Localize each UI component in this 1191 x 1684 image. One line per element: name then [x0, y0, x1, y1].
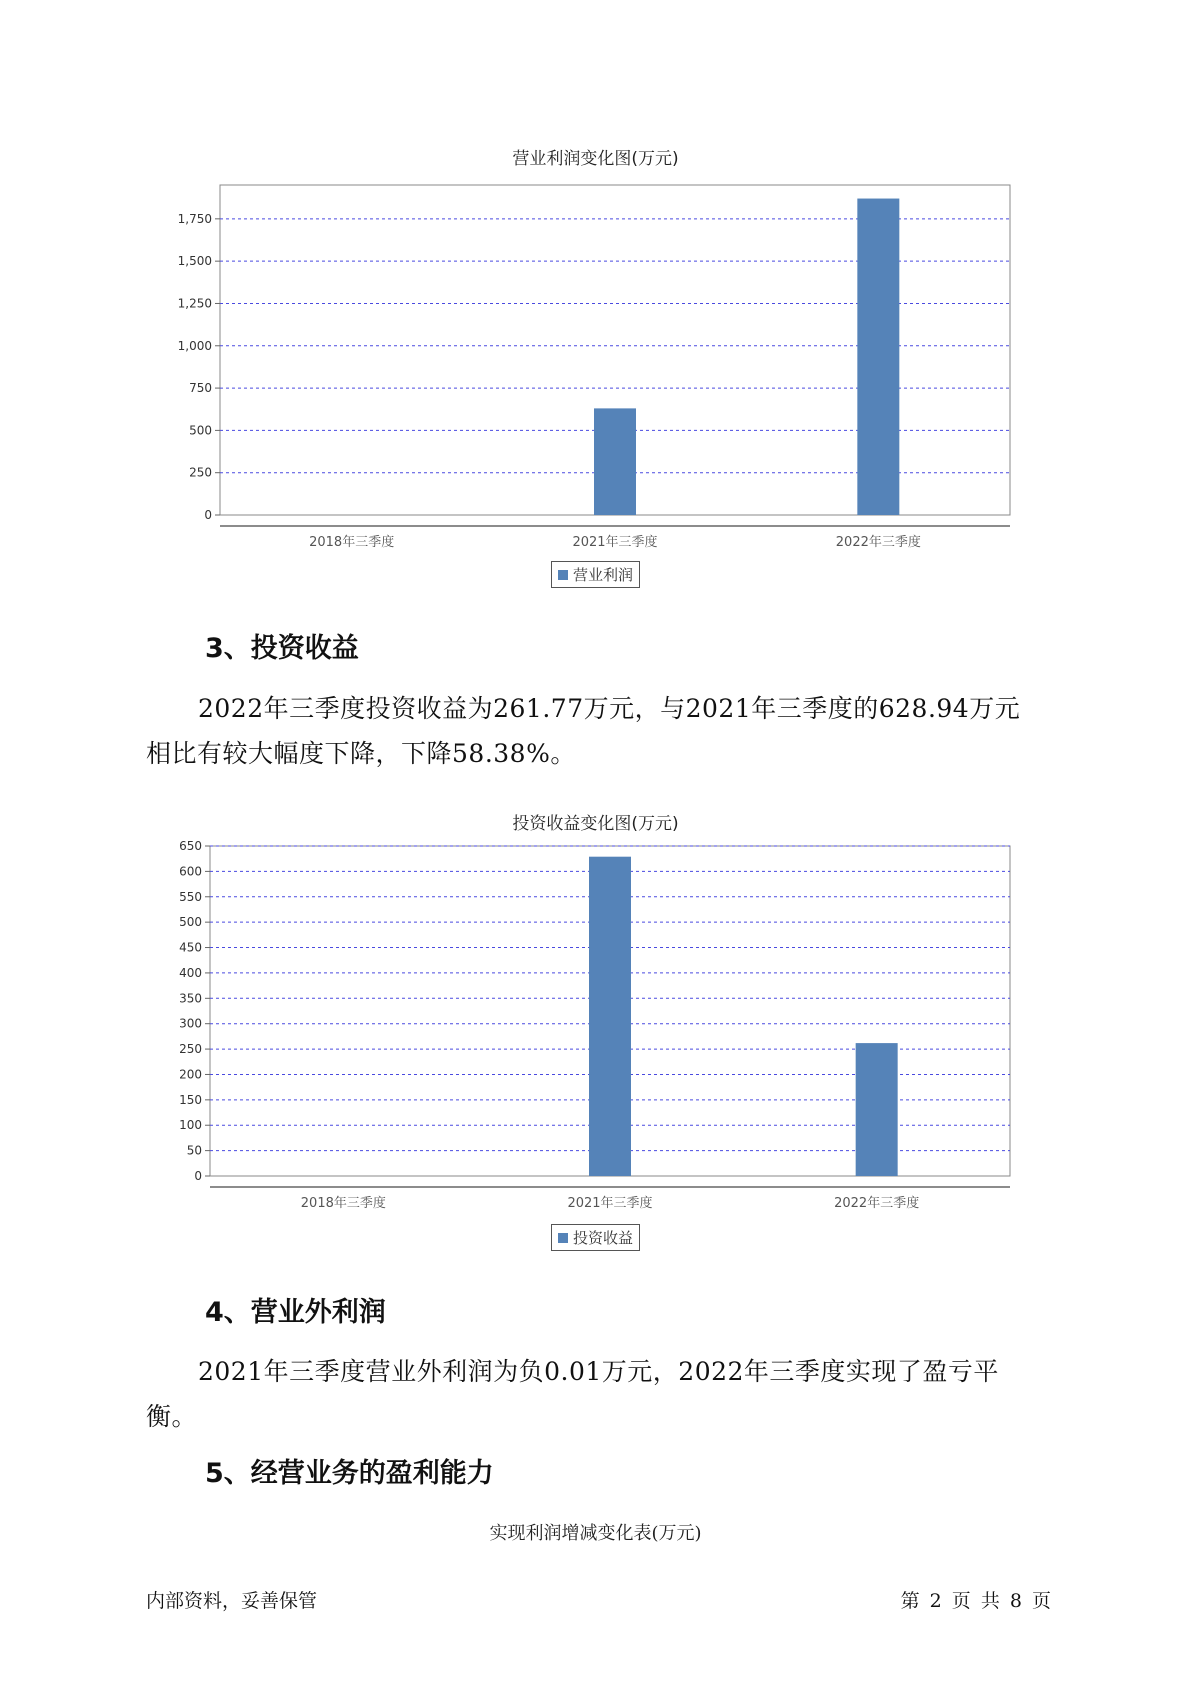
section4-line1: 2021年三季度营业外利润为负0.01万元，2022年三季度实现了盈亏平: [198, 1357, 999, 1386]
section4-line2: 衡。: [146, 1402, 198, 1431]
legend-swatch: [558, 1233, 568, 1243]
y-tick-label: 450: [179, 940, 202, 955]
operating-profit-chart: [0, 0, 1191, 560]
y-tick-label: 1,500: [177, 254, 212, 269]
section4-heading: 4、营业外利润: [205, 1297, 386, 1328]
section3-line2: 相比有较大幅度下降，下降58.38%。: [146, 739, 576, 768]
chart2-legend: [551, 1224, 640, 1251]
y-tick-label: 400: [179, 965, 202, 980]
y-tick-label: 550: [179, 889, 202, 904]
y-tick-label: 100: [179, 1118, 202, 1133]
x-tick-label: 2021年三季度: [567, 1196, 653, 1211]
section4-paragraph: [146, 1349, 1046, 1439]
x-tick-label: 2018年三季度: [300, 1196, 386, 1211]
y-tick-label: 600: [179, 864, 202, 879]
y-tick-label: 650: [179, 839, 202, 853]
chart1-legend: [551, 561, 640, 588]
y-tick-label: 0: [194, 1169, 202, 1183]
bar: [857, 199, 899, 515]
section3-heading: 3、投资收益: [205, 633, 359, 664]
chart1-legend-label: 营业利润: [573, 566, 634, 584]
y-tick-label: 250: [179, 1042, 202, 1057]
footer-confidential-note: 内部资料，妥善保管: [146, 1590, 318, 1612]
y-tick-label: 50: [186, 1143, 202, 1158]
y-tick-label: 250: [189, 465, 212, 480]
y-tick-label: 150: [179, 1092, 202, 1107]
bar: [594, 408, 636, 515]
y-tick-label: 350: [179, 991, 202, 1006]
x-tick-label: 2022年三季度: [834, 1196, 920, 1211]
section3-paragraph: [146, 686, 1046, 776]
y-tick-label: 1,250: [177, 296, 212, 311]
footer-page-number: 第 2 页 共 8 页: [900, 1590, 1051, 1612]
y-tick-label: 750: [189, 381, 212, 396]
y-tick-label: 1,000: [177, 338, 212, 353]
section5-heading: 5、经营业务的盈利能力: [205, 1458, 494, 1489]
y-tick-label: 500: [189, 423, 212, 438]
section3-line1: 2022年三季度投资收益为261.77万元，与2021年三季度的628.94万元: [198, 694, 1021, 723]
y-tick-label: 0: [204, 508, 212, 522]
table-caption: 实现利润增减变化表(万元): [489, 1523, 702, 1544]
x-tick-label: 2022年三季度: [835, 535, 921, 550]
x-tick-label: 2018年三季度: [309, 535, 395, 550]
y-tick-label: 500: [179, 915, 202, 930]
legend-swatch: [558, 570, 568, 580]
chart2-title: 投资收益变化图(万元): [512, 814, 679, 834]
bar: [589, 857, 631, 1176]
y-tick-label: 200: [179, 1067, 202, 1082]
y-tick-label: 300: [179, 1016, 202, 1031]
bar: [856, 1043, 898, 1176]
chart2-legend-label: 投资收益: [573, 1229, 634, 1247]
y-tick-label: 1,750: [177, 211, 212, 226]
x-tick-label: 2021年三季度: [572, 535, 658, 550]
investment-income-chart: [0, 820, 1191, 1220]
chart1-title: 营业利润变化图(万元): [512, 149, 679, 169]
